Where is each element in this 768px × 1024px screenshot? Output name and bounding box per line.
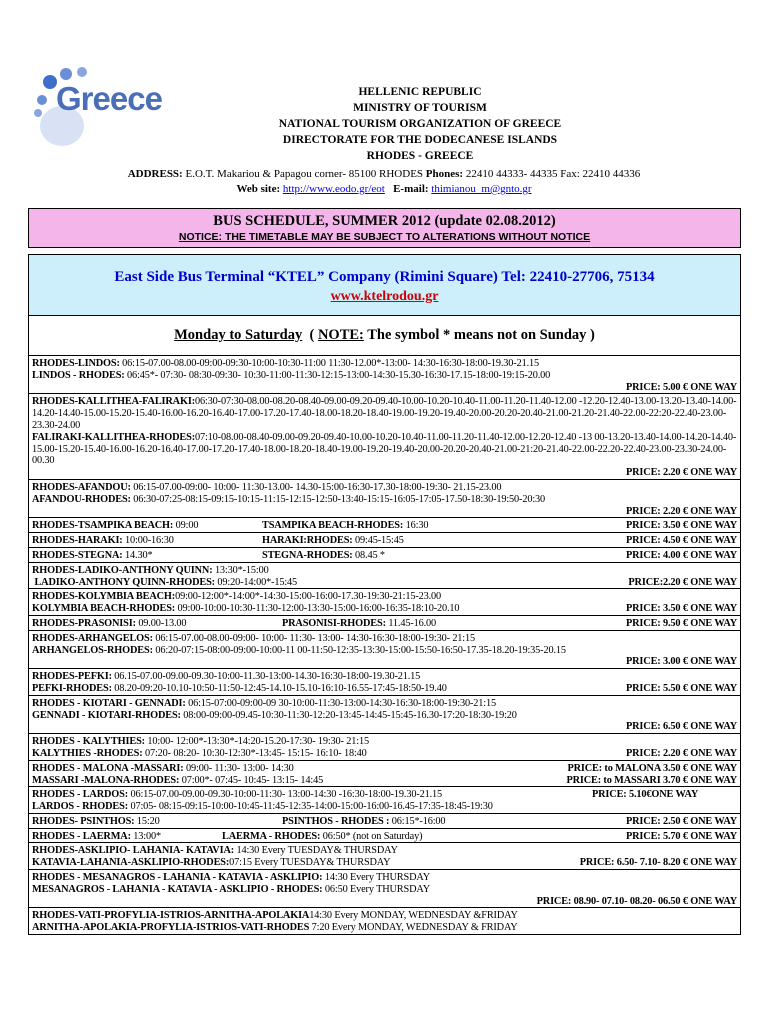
route-times: 09:00-10:00-10:30-11:30-12:00-13:30-15:00-16:00-16:35-18:10-20.10 <box>177 603 460 615</box>
route-times: 08.45 * <box>355 549 385 561</box>
route-times: 14:30 Every THURSDAY <box>324 872 430 884</box>
route-asklipio <box>29 843 740 870</box>
route-name: KOLYMBIA BEACH-RHODES: <box>32 603 176 615</box>
route-times: 13:00* <box>133 830 161 842</box>
route-times: 16:30 <box>405 520 429 532</box>
route-name: RHODES - KIOTARI - GENNADI: <box>32 697 186 709</box>
route-times: 07:00*- 07:45- 10:45- 13:15- 14:45 <box>181 774 324 786</box>
route-times: 14:30 Every MONDAY, WEDNESDAY &FRIDAY <box>309 910 518 922</box>
schedule-notice: NOTICE: THE TIMETABLE MAY BE SUBJECT TO ALTERATIONS WITHOUT NOTICE <box>178 231 591 243</box>
route-name: FALIRAKI-KALLITHEA-RHODES: <box>32 431 195 443</box>
days-label: Monday to Saturday <box>174 327 303 343</box>
route-name: RHODES-PRASONISI: <box>32 617 136 629</box>
route-name: RHODES-PEFKI: <box>32 671 112 683</box>
route-name: LADIKO-ANTHONY QUINN-RHODES: <box>34 576 215 588</box>
route-times: 14:30 Every TUESDAY& THURSDAY <box>236 845 398 857</box>
route-kiotari <box>29 696 740 734</box>
route-name: RHODES-KALLITHEA-FALIRAKI: <box>32 396 195 408</box>
route-price: PRICE: 5.00 € ONE WAY <box>626 381 737 393</box>
route-name: RHODES-AFANDOU: <box>32 481 131 493</box>
route-price: PRICE: 6.50 € ONE WAY <box>626 721 737 733</box>
route-prasonisi <box>29 616 740 631</box>
ktel-box <box>28 254 741 316</box>
route-times: 06:15*-16:00 <box>391 815 446 827</box>
header-line: NATIONAL TOURISM ORGANIZATION OF GREECE <box>278 118 562 130</box>
ktel-terminal: East Side Bus Terminal “KTEL” Company (Rimini Square) Tel: 22410-27706, 75134 <box>114 269 655 285</box>
route-times: 06.15-07.00-09.00-09.30-10:00-11.30-13:00-14.30-16:30-18:00-19.30-21.15 <box>114 671 421 683</box>
days-note <box>28 316 741 356</box>
route-name: LAERMA - RHODES: <box>222 830 321 842</box>
header-line: RHODES - GREECE <box>366 150 474 162</box>
ktel-website-link[interactable]: www.ktelrodou.gr <box>330 289 439 304</box>
route-name: RHODES - LARDOS: <box>32 789 129 801</box>
route-laerma <box>29 829 740 844</box>
route-price: PRICE: 08.90- 07.10- 08.20- 06.50 € ONE WAY <box>536 895 737 907</box>
route-times: 09:00 <box>175 520 199 532</box>
route-price: PRICE: 3.50 € ONE WAY <box>626 603 737 615</box>
route-name: RHODES-STEGNA: <box>32 549 123 561</box>
route-times: 06:20-07:15-08:00-09:00-10:00-11 00-11:50-12:35-13:30-15:00-15:50-16:50-17.35-18.20-19:35-20.15 <box>155 644 566 656</box>
route-times: 06:15-07.00-08.00-09:00- 10:00- 11:30- 13:00- 14:30-16:30-18:00-19:30- 21:15 <box>155 632 476 644</box>
route-name: GENNADI - KIOTARI-RHODES: <box>32 709 181 721</box>
route-times: 07:05- 08:15-09:15-10:00-10:45-11:45-12:35-14:00-15:00-16:00-16.45-17:35-18:45-19:30 <box>130 801 493 813</box>
route-name: RHODES - KALYTHIES: <box>32 736 145 748</box>
route-times: 06:45*- 07:30- 08:30-09:30- 10:30-11:00-11:30-12:15-13:00-14:30-15.30-16:30-17.15-18:00-19:15-20.00 <box>127 369 551 381</box>
route-mesanagros <box>29 870 740 908</box>
address-block <box>40 167 728 197</box>
logo-text: Greece <box>56 80 162 117</box>
route-name: AFANDOU-RHODES: <box>32 493 131 505</box>
route-price: PRICE: 5.50 € ONE WAY <box>626 682 737 694</box>
route-times: 7:20 Every MONDAY, WEDNESDAY & FRIDAY <box>311 922 518 934</box>
route-times: 08:00-09:00-09.45-10:30-11:30-12:20-13:45-14:45-15:45-16.30-17:20-18:30-19:20 <box>183 709 517 721</box>
web-link[interactable]: http://www.eodo.gr/eot <box>282 183 385 195</box>
route-name: KATAVIA-LAHANIA-ASKLIPIO-RHODES: <box>32 857 230 869</box>
route-price: PRICE: 2.50 € ONE WAY <box>626 815 737 827</box>
route-tsampika <box>29 518 740 533</box>
route-afandou <box>29 480 740 518</box>
route-name: KALYTHIES -RHODES: <box>32 747 143 759</box>
email-label: E-mail: <box>393 183 429 195</box>
route-name: HARAKI:RHODES: <box>262 535 353 547</box>
route-times: 06:15-07.00-09:00- 10:00- 11:30-13.00- 14.30-15:00-16:30-17.30-18:00-19:30- 21.15-23.00 <box>133 481 502 493</box>
address-label: ADDRESS: <box>127 168 183 180</box>
route-name: RHODES-VATI-PROFYLIA-ISTRIOS-ARNITHA-APOLAKIA <box>32 910 310 922</box>
route-name: STEGNA-RHODES: <box>262 549 353 561</box>
route-name: LARDOS - RHODES: <box>32 801 129 813</box>
route-price: PRICE: 4.50 € ONE WAY <box>626 535 737 547</box>
route-times: 06:15-07.00-08.00-09:00-09:30-10:00-10:30-11:00 11:30-12.00*-13:00- 14:30-16:30-18:00-19.30-21.15 <box>122 358 540 369</box>
route-name: TSAMPIKA BEACH-RHODES: <box>262 520 404 532</box>
route-name: RHODES-KOLYMBIA BEACH: <box>32 591 176 603</box>
route-lindos <box>29 356 740 394</box>
note-text: The symbol * means not on Sunday ) <box>367 327 595 343</box>
route-lardos <box>29 787 740 814</box>
route-price: PRICE: 3.50 € ONE WAY <box>626 520 737 532</box>
days-open: ( <box>309 327 315 343</box>
route-name: LINDOS - RHODES: <box>32 369 125 381</box>
route-times: 11.45-16.00 <box>388 617 437 629</box>
route-arhangelos <box>29 631 740 669</box>
route-times: 14.30* <box>125 549 153 561</box>
route-name: RHODES- PSINTHOS: <box>32 815 135 827</box>
greece-logo <box>32 66 160 150</box>
route-kalythies <box>29 734 740 761</box>
route-price: PRICE: 3.00 € ONE WAY <box>626 656 737 668</box>
route-name: MASSARI -MALONA-RHODES: <box>32 774 180 786</box>
route-pefki <box>29 669 740 696</box>
header-line: MINISTRY OF TOURISM <box>353 102 487 114</box>
route-price: PRICE: 5.10€ONE WAY <box>592 789 699 801</box>
route-times: 09:00-12:00*-14:00*-14:30-15:00-16:00-17.30-19:30-21:15-23.00 <box>175 591 442 603</box>
header-line: HELLENIC REPUBLIC <box>358 86 482 98</box>
route-name: RHODES-LADIKO-ANTHONY QUINN: <box>32 564 213 576</box>
route-name: RHODES - MALONA -MASSARI: <box>32 762 184 774</box>
email-link[interactable]: thimianou_m@gnto.gr <box>431 183 532 195</box>
route-times: 10:00-16:30 <box>125 535 174 547</box>
web-label: Web site: <box>236 183 281 195</box>
route-times: 09.00-13.00 <box>138 617 187 629</box>
route-times: 10:00- 12:00*-13:30*-14:20-15.20-17:30- 19:30- 21:15 <box>147 736 369 748</box>
route-name: RHODES-TSAMPIKA BEACH: <box>32 520 174 532</box>
route-kolymbia <box>29 589 740 616</box>
route-times: 06:50* (not on Saturday) <box>322 830 423 842</box>
route-times: 06:30-07:25-08:15-09:15-10:15-11:15-12:15-12:50-13:40-15:15-16:05-17:05-17.50-18:30-19:50-20:30 <box>133 493 546 505</box>
phones-text: 22410 44333- 44335 Fax: 22410 44336 <box>465 168 641 180</box>
address-text: E.O.T. Makariou & Papagou corner- 85100 RHODES <box>185 168 424 180</box>
route-name: RHODES-HARAKI: <box>32 535 123 547</box>
route-times: 07:10-08.00-08.40-09.00-09.20-09.40-10.00-10.20-10.40-11.00-11.20-11.40-12.00-12.20-12.40 -13 00-13.20-13.40-14.00-14.20-14.40-15.00-15.20-15.40-16.00-16.20-16.40-17.00-17.20-17.40-18.00-18.20-18.40-19.00-19.20-19.40-20.00-20.20-20.40-21.00-21:20-21.40-22.00-22.20-22.40-23.00-23.30-24.00-00.30 <box>32 431 737 467</box>
route-price: PRICE: 9.50 € ONE WAY <box>626 617 737 629</box>
schedule-table <box>28 356 741 935</box>
route-name: RHODES-ASKLIPIO- LAHANIA- KATAVIA: <box>32 845 235 857</box>
route-name: RHODES-ARHANGELOS: <box>32 632 153 644</box>
route-stegna <box>29 548 740 563</box>
route-price: PRICE: 2.20 € ONE WAY <box>626 505 737 517</box>
route-times: 06:15-07.00-09.00-09.30-10:00-11:30- 13:00-14:30 -16:30-18:00-19.30-21.15 <box>130 789 443 801</box>
route-times: 09:00- 11:30- 13:00- 14:30 <box>186 762 294 774</box>
route-price: PRICE: to MASSARI 3.70 € ONE WAY <box>566 774 737 786</box>
route-price: PRICE: 5.70 € ONE WAY <box>626 830 737 842</box>
route-times: 08.20-09:20-10.10-10:50-11:50-12:45-14.10-15.10-16:10-16.55-17:45-18:50-19.40 <box>114 682 447 694</box>
route-ladiko <box>29 563 740 590</box>
route-name: PEFKI-RHODES: <box>32 682 112 694</box>
route-name: RHODES-LINDOS: <box>32 358 120 369</box>
route-price: PRICE: to MALONA 3.50 € ONE WAY <box>567 762 737 774</box>
phones-label: Phones: <box>425 168 464 180</box>
route-times: 13:30*-15:00 <box>214 564 269 576</box>
route-price: PRICE: 2.20 € ONE WAY <box>626 467 737 479</box>
ministry-header <box>250 84 590 164</box>
route-price: PRICE: 2.20 € ONE WAY <box>626 747 737 759</box>
route-name: ARHANGELOS-RHODES: <box>32 644 153 656</box>
route-price: PRICE: 6.50- 7.10- 8.20 € ONE WAY <box>579 857 737 869</box>
route-haraki <box>29 533 740 548</box>
route-times: 07:15 Every TUESDAY& THURSDAY <box>229 857 391 869</box>
route-name: RHODES - MESANAGROS - LAHANIA - KATAVIA - ASKLIPIO: <box>32 872 323 884</box>
route-price: PRICE:2.20 € ONE WAY <box>628 576 737 588</box>
route-times: 06:15-07:00-09:00-09 30-10:00-11:30-13:00-14:30-16:30-18:00-19:30-21:15 <box>188 697 496 709</box>
route-times: 15:20 <box>136 815 160 827</box>
route-times: 06:30-07:30-08.00-08.20-08.40-09.00-09.20-09.40-10.00-10.20-10.40-11.00-11.20-11.40-12.00 -12.20-12.40-13.00-13.20-13.40-14.00-14.20-14.40-15.00-15.20-15.40-16.00-16.20-16.40-17.00-17.20-17.40-18.00-18.20-18.40-19.00-19.20-19.40-20.00-20.20-20.40-21.00-21.20-21.40-22.00-22:20-22.40-23.00-23.30-24.00 <box>32 396 737 431</box>
schedule-banner <box>28 208 741 248</box>
route-vati <box>29 908 740 934</box>
header-line: DIRECTORATE FOR THE DODECANESE ISLANDS <box>282 134 558 146</box>
route-name: PRASONISI-RHODES: <box>282 617 386 629</box>
route-times: 09:45-15:45 <box>355 535 404 547</box>
route-name: RHODES - LAERMA: <box>32 830 131 842</box>
route-times: 09:20-14:00*-15:45 <box>217 576 298 588</box>
route-malona <box>29 761 740 788</box>
route-psinthos <box>29 814 740 829</box>
note-label: NOTE: <box>317 327 364 343</box>
route-price: PRICE: 4.00 € ONE WAY <box>626 549 737 561</box>
schedule-title: BUS SCHEDULE, SUMMER 2012 (update 02.08.2012) <box>213 213 556 229</box>
route-times: 07:20- 08:20- 10:30-12:30*-13:45- 15:15- 16:10- 18:40 <box>144 747 367 759</box>
route-times: 06:50 Every THURSDAY <box>324 883 430 895</box>
route-name: MESANAGROS - LAHANIA - KATAVIA - ASKLIPIO - RHODES: <box>32 883 323 895</box>
route-kallithea <box>29 394 740 480</box>
route-name: PSINTHOS - RHODES : <box>282 815 390 827</box>
route-name: ARNITHA-APOLAKIA-PROFYLIA-ISTRIOS-VATI-RHODES <box>32 922 310 934</box>
